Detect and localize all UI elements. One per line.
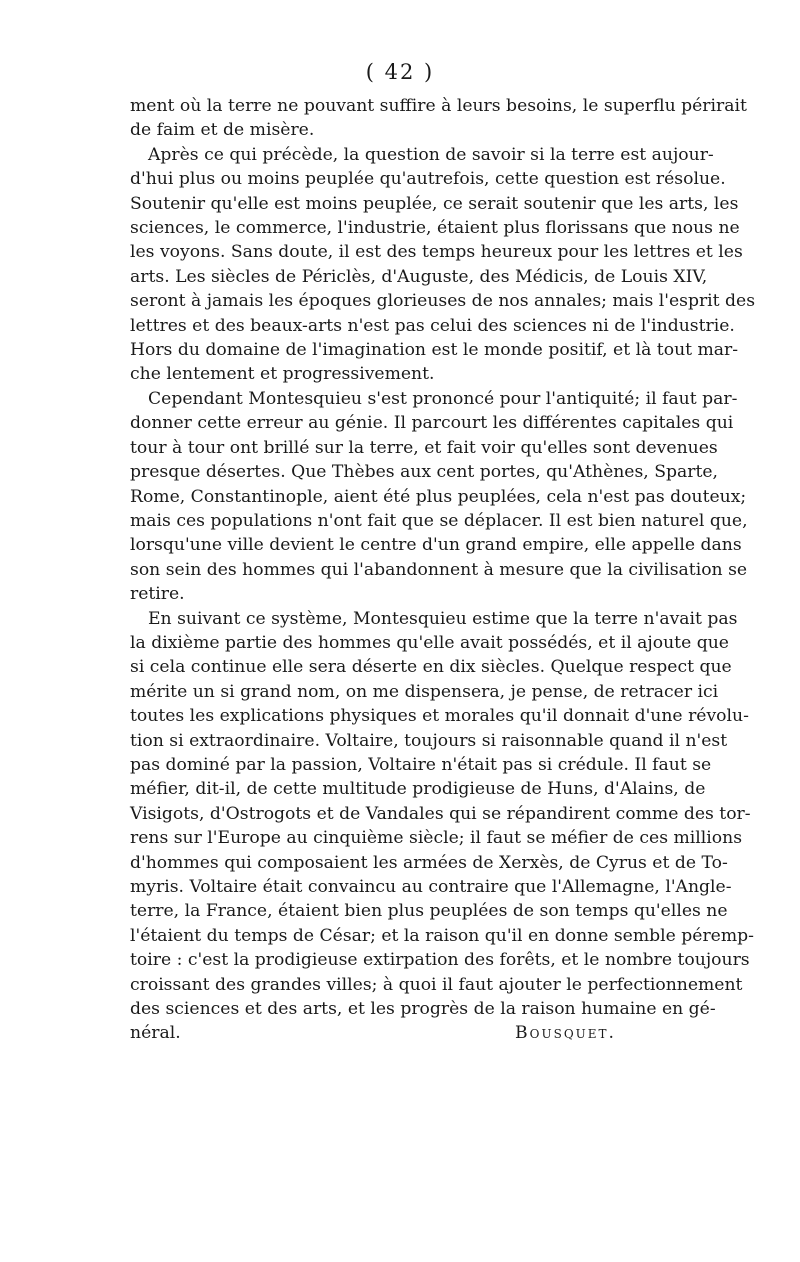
text-line: tion si extraordinaire. Voltaire, toujours si raisonnable quand il n'est: [130, 730, 728, 751]
text-line: Après ce qui précède, la question de savoir si la terre est aujour-: [148, 144, 714, 165]
text-line: les voyons. Sans doute, il est des temps heureux pour les lettres et les: [130, 242, 743, 263]
text-line: pas dominé par la passion, Voltaire n'était pas si crédule. Il faut se: [130, 754, 712, 775]
text-line: croissant des grandes villes; à quoi il faut ajouter le perfectionnement: [130, 974, 743, 995]
text-line: mérite un si grand nom, on me dispensera, je pense, de retracer ici: [130, 681, 719, 702]
text-line: Hors du domaine de l'imagination est le monde positif, et là tout mar-: [130, 340, 739, 361]
text-line: seront à jamais les époques glorieuses de nos annales; mais l'esprit des: [130, 291, 756, 312]
text-line: d'hommes qui composaient les armées de Xerxès, de Cyrus et de To-: [130, 852, 728, 873]
text-line: son sein des hommes qui l'abandonnent à mesure que la civilisation se: [130, 559, 748, 580]
paragraph-1: [130, 94, 747, 143]
text-line: presque désertes. Que Thèbes aux cent portes, qu'Athènes, Sparte,: [130, 462, 719, 483]
text-line: myris. Voltaire était convaincu au contraire que l'Allemagne, l'Angle-: [130, 877, 732, 897]
author-signature: Bousquet.: [515, 1023, 616, 1044]
paragraph-4: [130, 607, 754, 1046]
body-text: [130, 94, 756, 1046]
text-line: che lentement et progressivement.: [130, 364, 435, 385]
text-line: lorsqu'une ville devient le centre d'un grand empire, elle appelle dans: [130, 535, 742, 556]
text-line: retire.: [130, 584, 185, 605]
text-line: arts. Les siècles de Périclès, d'Auguste, des Médicis, de Louis XIV,: [130, 266, 708, 287]
text-line: mais ces populations n'ont fait que se déplacer. Il est bien naturel que,: [130, 510, 748, 531]
text-line: terre, la France, étaient bien plus peuplées de son temps qu'elles ne: [130, 901, 728, 922]
text-line: de faim et de misère.: [130, 120, 315, 141]
text-line: Cependant Montesquieu s'est prononcé pour l'antiquité; il faut par-: [148, 388, 738, 409]
text-line: ment où la terre ne pouvant suffire à leurs besoins, le superflu périrait: [130, 96, 747, 116]
text-line: la dixième partie des hommes qu'elle avait possédés, et il ajoute que: [130, 632, 729, 653]
text-line: donner cette erreur au génie. Il parcourt les différentes capitales qui: [130, 413, 734, 434]
paragraph-3: [130, 387, 748, 607]
text-line: Rome, Constantinople, aient été plus peuplées, cela n'est pas douteux;: [130, 486, 747, 507]
text-line: toire : c'est la prodigieuse extirpation des forêts, et le nombre toujours: [130, 950, 750, 971]
text-line: des sciences et des arts, et les progrès de la raison humaine en gé-: [130, 999, 716, 1020]
text-line: Soutenir qu'elle est moins peuplée, ce serait soutenir que les arts, les: [130, 193, 739, 214]
text-line: tour à tour ont brillé sur la terre, et fait voir qu'elles sont devenues: [130, 437, 718, 458]
text-line: sciences, le commerce, l'industrie, étaient plus florissans que nous ne: [130, 218, 740, 239]
closing-line: [130, 1021, 678, 1045]
page-number: ( 42 ): [365, 60, 435, 84]
paragraph-2: [130, 143, 756, 387]
text-line: En suivant ce système, Montesquieu estime que la terre n'avait pas: [148, 608, 738, 629]
text-line: lettres et des beaux-arts n'est pas celui des sciences ni de l'industrie.: [130, 315, 735, 336]
text-line: d'hui plus ou moins peuplée qu'autrefois, cette question est résolue.: [130, 169, 726, 190]
text-line: méfier, dit-il, de cette multitude prodigieuse de Huns, d'Alains, de: [130, 779, 706, 800]
text-line: rens sur l'Europe au cinquième siècle; il faut se méfier de ces millions: [130, 828, 743, 849]
text-line: si cela continue elle sera déserte en dix siècles. Quelque respect que: [130, 657, 732, 678]
text-line: Visigots, d'Ostrogots et de Vandales qui se répandirent comme des tor-: [130, 803, 751, 824]
text-line: l'étaient du temps de César; et la raison qu'il en donne semble péremp-: [130, 925, 754, 946]
final-word: néral.: [130, 1023, 181, 1044]
text-line: toutes les explications physiques et morales qu'il donnait d'une révolu-: [130, 706, 749, 727]
